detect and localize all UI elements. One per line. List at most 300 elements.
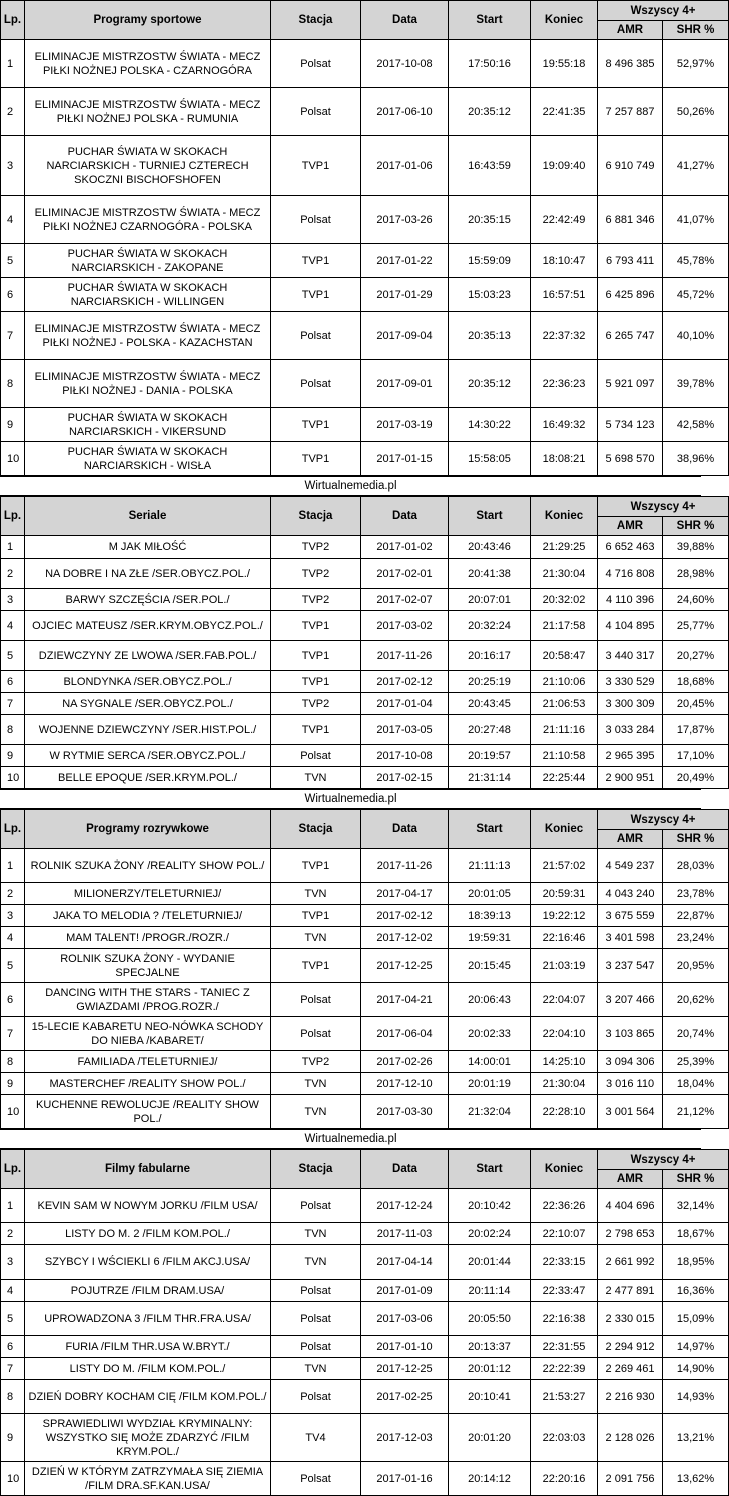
start-time-cell: 15:03:23	[449, 278, 531, 312]
start-time-cell: 15:58:05	[449, 442, 531, 476]
table-row	[1, 611, 729, 641]
end-time-cell: 20:32:02	[531, 589, 598, 611]
station-cell: Polsat	[271, 360, 361, 408]
header-group: Wszyscy 4+	[598, 497, 729, 517]
date-cell: 2017-06-04	[361, 1017, 449, 1051]
program-title-cell: W RYTMIE SERCA /SER.OBYCZ.POL./	[25, 745, 271, 767]
start-time-cell: 20:01:19	[449, 1073, 531, 1095]
program-title-cell: OJCIEC MATEUSZ /SER.KRYM.OBYCZ.POL./	[25, 611, 271, 641]
date-cell: 2017-02-15	[361, 767, 449, 789]
date-cell: 2017-12-24	[361, 1189, 449, 1223]
table-row	[1, 927, 729, 949]
station-cell: TVP1	[271, 905, 361, 927]
station-cell: TVP1	[271, 849, 361, 883]
program-title-cell: FURIA /FILM THR.USA W.BRYT./	[25, 1336, 271, 1358]
rank-cell: 1	[1, 40, 25, 88]
program-title-cell: BLONDYNKA /SER.OBYCZ.POL./	[25, 671, 271, 693]
rank-cell: 8	[1, 1051, 25, 1073]
header-amr: AMR	[598, 517, 663, 536]
date-cell: 2017-12-10	[361, 1073, 449, 1095]
program-title-cell: PUCHAR ŚWIATA W SKOKACH NARCIARSKICH - WISŁA	[25, 442, 271, 476]
start-time-cell: 20:10:42	[449, 1189, 531, 1223]
section-title: Programy sportowe	[25, 1, 271, 40]
table-row	[1, 40, 729, 88]
shr-cell: 52,97%	[663, 40, 729, 88]
date-cell: 2017-04-21	[361, 983, 449, 1017]
program-title-cell: UPROWADZONA 3 /FILM THR.FRA.USA/	[25, 1302, 271, 1336]
program-title-cell: ELIMINACJE MISTRZOSTW ŚWIATA - MECZ PIŁKI NOŻNEJ POLSKA - RUMUNIA	[25, 88, 271, 136]
shr-cell: 50,26%	[663, 88, 729, 136]
station-cell: TVP2	[271, 1051, 361, 1073]
header-data: Data	[361, 497, 449, 536]
station-cell: TVP1	[271, 641, 361, 671]
station-cell: Polsat	[271, 1462, 361, 1496]
shr-cell: 18,04%	[663, 1073, 729, 1095]
amr-cell: 3 330 529	[598, 671, 663, 693]
program-title-cell: POJUTRZE /FILM DRAM.USA/	[25, 1280, 271, 1302]
date-cell: 2017-11-03	[361, 1223, 449, 1245]
amr-cell: 3 033 284	[598, 715, 663, 745]
start-time-cell: 20:11:14	[449, 1280, 531, 1302]
start-time-cell: 20:35:13	[449, 312, 531, 360]
shr-cell: 18,95%	[663, 1245, 729, 1280]
program-title-cell: DANCING WITH THE STARS - TANIEC Z GWIAZDAMI /PROG.ROZR./	[25, 983, 271, 1017]
header-start: Start	[449, 1, 531, 40]
rank-cell: 5	[1, 1302, 25, 1336]
header-group: Wszyscy 4+	[598, 810, 729, 830]
date-cell: 2017-09-04	[361, 312, 449, 360]
table-row	[1, 589, 729, 611]
date-cell: 2017-01-16	[361, 1462, 449, 1496]
table-row	[1, 88, 729, 136]
date-cell: 2017-12-03	[361, 1414, 449, 1462]
table-row	[1, 1462, 729, 1496]
amr-cell: 3 401 598	[598, 927, 663, 949]
table-row	[1, 408, 729, 442]
date-cell: 2017-01-15	[361, 442, 449, 476]
end-time-cell: 22:16:46	[531, 927, 598, 949]
start-time-cell: 20:35:12	[449, 360, 531, 408]
header-stacja: Stacja	[271, 1150, 361, 1189]
start-time-cell: 20:01:20	[449, 1414, 531, 1462]
station-cell: TVP1	[271, 244, 361, 278]
amr-cell: 5 734 123	[598, 408, 663, 442]
ranking-table	[0, 1149, 729, 1496]
header-lp: Lp.	[1, 497, 25, 536]
rank-cell: 3	[1, 589, 25, 611]
date-cell: 2017-11-26	[361, 641, 449, 671]
shr-cell: 14,90%	[663, 1358, 729, 1380]
start-time-cell: 20:05:50	[449, 1302, 531, 1336]
amr-cell: 6 265 747	[598, 312, 663, 360]
start-time-cell: 15:59:09	[449, 244, 531, 278]
table-row	[1, 905, 729, 927]
rank-cell: 9	[1, 1073, 25, 1095]
header-lp: Lp.	[1, 1150, 25, 1189]
date-cell: 2017-01-10	[361, 1336, 449, 1358]
start-time-cell: 17:50:16	[449, 40, 531, 88]
date-cell: 2017-09-01	[361, 360, 449, 408]
end-time-cell: 16:57:51	[531, 278, 598, 312]
rank-cell: 8	[1, 1380, 25, 1414]
program-title-cell: PUCHAR ŚWIATA W SKOKACH NARCIARSKICH - ZAKOPANE	[25, 244, 271, 278]
station-cell: Polsat	[271, 1336, 361, 1358]
header-group: Wszyscy 4+	[598, 1, 729, 21]
table-row	[1, 1073, 729, 1095]
amr-cell: 3 016 110	[598, 1073, 663, 1095]
start-time-cell: 20:15:45	[449, 949, 531, 983]
station-cell: Polsat	[271, 745, 361, 767]
shr-cell: 13,62%	[663, 1462, 729, 1496]
shr-cell: 17,87%	[663, 715, 729, 745]
shr-cell: 40,10%	[663, 312, 729, 360]
amr-cell: 5 921 097	[598, 360, 663, 408]
program-title-cell: WOJENNE DZIEWCZYNY /SER.HIST.POL./	[25, 715, 271, 745]
header-lp: Lp.	[1, 810, 25, 849]
ranking-table	[0, 496, 729, 789]
amr-cell: 4 110 396	[598, 589, 663, 611]
header-shr: SHR %	[663, 830, 729, 849]
end-time-cell: 21:11:16	[531, 715, 598, 745]
rank-cell: 8	[1, 360, 25, 408]
program-title-cell: SZYBCY I WŚCIEKLI 6 /FILM AKCJ.USA/	[25, 1245, 271, 1280]
station-cell: TVP1	[271, 611, 361, 641]
end-time-cell: 18:10:47	[531, 244, 598, 278]
date-cell: 2017-10-08	[361, 40, 449, 88]
program-title-cell: ROLNIK SZUKA ŻONY /REALITY SHOW POL./	[25, 849, 271, 883]
table-row	[1, 1051, 729, 1073]
table-row	[1, 442, 729, 476]
start-time-cell: 20:35:15	[449, 196, 531, 244]
station-cell: TVP2	[271, 589, 361, 611]
table-row	[1, 136, 729, 196]
amr-cell: 3 207 466	[598, 983, 663, 1017]
date-cell: 2017-03-02	[361, 611, 449, 641]
end-time-cell: 20:58:47	[531, 641, 598, 671]
station-cell: TVN	[271, 927, 361, 949]
start-time-cell: 20:35:12	[449, 88, 531, 136]
end-time-cell: 21:29:25	[531, 536, 598, 559]
shr-cell: 21,12%	[663, 1095, 729, 1129]
program-title-cell: MAM TALENT! /PROGR./ROZR./	[25, 927, 271, 949]
rank-cell: 10	[1, 1095, 25, 1129]
program-title-cell: ELIMINACJE MISTRZOSTW ŚWIATA - MECZ PIŁKI NOŻNEJ POLSKA - CZARNOGÓRA	[25, 40, 271, 88]
date-cell: 2017-03-19	[361, 408, 449, 442]
station-cell: TVN	[271, 1358, 361, 1380]
amr-cell: 2 091 756	[598, 1462, 663, 1496]
shr-cell: 39,88%	[663, 536, 729, 559]
start-time-cell: 20:02:33	[449, 1017, 531, 1051]
table-row	[1, 1336, 729, 1358]
amr-cell: 8 496 385	[598, 40, 663, 88]
start-time-cell: 20:07:01	[449, 589, 531, 611]
end-time-cell: 21:30:04	[531, 559, 598, 589]
table-row	[1, 360, 729, 408]
shr-cell: 23,78%	[663, 883, 729, 905]
shr-cell: 38,96%	[663, 442, 729, 476]
date-cell: 2017-01-02	[361, 536, 449, 559]
table-row	[1, 983, 729, 1017]
table-row	[1, 1223, 729, 1245]
end-time-cell: 22:28:10	[531, 1095, 598, 1129]
rank-cell: 5	[1, 244, 25, 278]
header-data: Data	[361, 1150, 449, 1189]
start-time-cell: 21:31:14	[449, 767, 531, 789]
station-cell: Polsat	[271, 1189, 361, 1223]
rank-cell: 8	[1, 715, 25, 745]
program-title-cell: DZIEWCZYNY ZE LWOWA /SER.FAB.POL./	[25, 641, 271, 671]
program-title-cell: SPRAWIEDLIWI WYDZIAŁ KRYMINALNY: WSZYSTKO SIĘ MOŻE ZDARZYĆ /FILM KRYM.POL./	[25, 1414, 271, 1462]
amr-cell: 4 104 895	[598, 611, 663, 641]
station-cell: Polsat	[271, 1017, 361, 1051]
start-time-cell: 20:14:12	[449, 1462, 531, 1496]
table-row	[1, 1302, 729, 1336]
date-cell: 2017-12-02	[361, 927, 449, 949]
program-title-cell: LISTY DO M. /FILM KOM.POL./	[25, 1358, 271, 1380]
program-title-cell: KEVIN SAM W NOWYM JORKU /FILM USA/	[25, 1189, 271, 1223]
station-cell: TVP1	[271, 408, 361, 442]
table-row	[1, 671, 729, 693]
amr-cell: 6 910 749	[598, 136, 663, 196]
date-cell: 2017-12-25	[361, 1358, 449, 1380]
program-title-cell: KUCHENNE REWOLUCJE /REALITY SHOW POL./	[25, 1095, 271, 1129]
shr-cell: 24,60%	[663, 589, 729, 611]
station-cell: Polsat	[271, 983, 361, 1017]
table-row	[1, 1245, 729, 1280]
end-time-cell: 19:22:12	[531, 905, 598, 927]
end-time-cell: 20:59:31	[531, 883, 598, 905]
end-time-cell: 22:04:07	[531, 983, 598, 1017]
table-row	[1, 1095, 729, 1129]
table-row	[1, 949, 729, 983]
program-title-cell: ELIMINACJE MISTRZOSTW ŚWIATA - MECZ PIŁKI NOŻNEJ - DANIA - POLSKA	[25, 360, 271, 408]
amr-cell: 6 652 463	[598, 536, 663, 559]
rank-cell: 3	[1, 136, 25, 196]
amr-cell: 6 793 411	[598, 244, 663, 278]
shr-cell: 25,39%	[663, 1051, 729, 1073]
end-time-cell: 22:42:49	[531, 196, 598, 244]
header-start: Start	[449, 810, 531, 849]
amr-cell: 4 404 696	[598, 1189, 663, 1223]
start-time-cell: 20:43:45	[449, 693, 531, 715]
table-row	[1, 536, 729, 559]
rank-cell: 2	[1, 883, 25, 905]
rank-cell: 9	[1, 408, 25, 442]
amr-cell: 2 216 930	[598, 1380, 663, 1414]
header-data: Data	[361, 810, 449, 849]
amr-cell: 6 425 896	[598, 278, 663, 312]
station-cell: TVN	[271, 1223, 361, 1245]
date-cell: 2017-02-07	[361, 589, 449, 611]
date-cell: 2017-02-01	[361, 559, 449, 589]
section-title: Programy rozrywkowe	[25, 810, 271, 849]
header-shr: SHR %	[663, 21, 729, 40]
program-title-cell: DZIEŃ DOBRY KOCHAM CIĘ /FILM KOM.POL./	[25, 1380, 271, 1414]
program-title-cell: PUCHAR ŚWIATA W SKOKACH NARCIARSKICH - TURNIEJ CZTERECH SKOCZNI BISCHOFSHOFEN	[25, 136, 271, 196]
start-time-cell: 19:59:31	[449, 927, 531, 949]
date-cell: 2017-01-22	[361, 244, 449, 278]
shr-cell: 20,62%	[663, 983, 729, 1017]
amr-cell: 3 237 547	[598, 949, 663, 983]
shr-cell: 28,03%	[663, 849, 729, 883]
date-cell: 2017-01-04	[361, 693, 449, 715]
end-time-cell: 22:33:47	[531, 1280, 598, 1302]
end-time-cell: 22:33:15	[531, 1245, 598, 1280]
rank-cell: 4	[1, 611, 25, 641]
end-time-cell: 21:06:53	[531, 693, 598, 715]
end-time-cell: 21:30:04	[531, 1073, 598, 1095]
start-time-cell: 20:16:17	[449, 641, 531, 671]
header-amr: AMR	[598, 830, 663, 849]
date-cell: 2017-02-25	[361, 1380, 449, 1414]
end-time-cell: 22:20:16	[531, 1462, 598, 1496]
shr-cell: 23,24%	[663, 927, 729, 949]
station-cell: TVN	[271, 883, 361, 905]
end-time-cell: 21:17:58	[531, 611, 598, 641]
end-time-cell: 22:16:38	[531, 1302, 598, 1336]
amr-cell: 2 661 992	[598, 1245, 663, 1280]
station-cell: Polsat	[271, 1302, 361, 1336]
station-cell: TVP1	[271, 442, 361, 476]
rank-cell: 3	[1, 1245, 25, 1280]
table-row	[1, 1189, 729, 1223]
start-time-cell: 20:06:43	[449, 983, 531, 1017]
shr-cell: 20,27%	[663, 641, 729, 671]
station-cell: TVP1	[271, 949, 361, 983]
start-time-cell: 16:43:59	[449, 136, 531, 196]
shr-cell: 18,68%	[663, 671, 729, 693]
table-row	[1, 641, 729, 671]
station-cell: TV4	[271, 1414, 361, 1462]
program-title-cell: MILIONERZY/TELETURNIEJ/	[25, 883, 271, 905]
start-time-cell: 20:41:38	[449, 559, 531, 589]
table-row	[1, 715, 729, 745]
header-koniec: Koniec	[531, 1, 598, 40]
rank-cell: 7	[1, 1017, 25, 1051]
amr-cell: 3 440 317	[598, 641, 663, 671]
program-title-cell: ELIMINACJE MISTRZOSTW ŚWIATA - MECZ PIŁKI NOŻNEJ CZARNOGÓRA - POLSKA	[25, 196, 271, 244]
rank-cell: 2	[1, 1223, 25, 1245]
start-time-cell: 20:01:05	[449, 883, 531, 905]
shr-cell: 42,58%	[663, 408, 729, 442]
program-title-cell: M JAK MIŁOŚĆ	[25, 536, 271, 559]
amr-cell: 3 094 306	[598, 1051, 663, 1073]
date-cell: 2017-04-17	[361, 883, 449, 905]
shr-cell: 14,97%	[663, 1336, 729, 1358]
shr-cell: 45,78%	[663, 244, 729, 278]
header-stacja: Stacja	[271, 1, 361, 40]
date-cell: 2017-01-09	[361, 1280, 449, 1302]
table-row	[1, 1358, 729, 1380]
shr-cell: 13,21%	[663, 1414, 729, 1462]
program-title-cell: JAKA TO MELODIA ? /TELETURNIEJ/	[25, 905, 271, 927]
start-time-cell: 20:19:57	[449, 745, 531, 767]
amr-cell: 3 001 564	[598, 1095, 663, 1129]
rank-cell: 1	[1, 849, 25, 883]
end-time-cell: 22:25:44	[531, 767, 598, 789]
program-title-cell: BELLE EPOQUE /SER.KRYM.POL./	[25, 767, 271, 789]
program-title-cell: PUCHAR ŚWIATA W SKOKACH NARCIARSKICH - WILLINGEN	[25, 278, 271, 312]
header-koniec: Koniec	[531, 497, 598, 536]
end-time-cell: 22:03:03	[531, 1414, 598, 1462]
shr-cell: 32,14%	[663, 1189, 729, 1223]
end-time-cell: 22:36:23	[531, 360, 598, 408]
station-cell: TVN	[271, 1095, 361, 1129]
source-label: Wirtualnemedia.pl	[0, 1129, 701, 1149]
shr-cell: 16,36%	[663, 1280, 729, 1302]
station-cell: Polsat	[271, 40, 361, 88]
rank-cell: 1	[1, 536, 25, 559]
header-shr: SHR %	[663, 517, 729, 536]
program-title-cell: MASTERCHEF /REALITY SHOW POL./	[25, 1073, 271, 1095]
program-title-cell: FAMILIADA /TELETURNIEJ/	[25, 1051, 271, 1073]
rank-cell: 7	[1, 312, 25, 360]
shr-cell: 20,95%	[663, 949, 729, 983]
source-label: Wirtualnemedia.pl	[0, 789, 701, 809]
program-title-cell: 15-LECIE KABARETU NEO-NÓWKA SCHODY DO NIEBA /KABARET/	[25, 1017, 271, 1051]
header-shr: SHR %	[663, 1170, 729, 1189]
shr-cell: 18,67%	[663, 1223, 729, 1245]
station-cell: TVP1	[271, 671, 361, 693]
start-time-cell: 14:30:22	[449, 408, 531, 442]
table-row	[1, 244, 729, 278]
rank-cell: 1	[1, 1189, 25, 1223]
station-cell: TVP1	[271, 278, 361, 312]
rank-cell: 4	[1, 196, 25, 244]
station-cell: Polsat	[271, 88, 361, 136]
program-title-cell: NA SYGNALE /SER.OBYCZ.POL./	[25, 693, 271, 715]
shr-cell: 39,78%	[663, 360, 729, 408]
date-cell: 2017-02-26	[361, 1051, 449, 1073]
header-group: Wszyscy 4+	[598, 1150, 729, 1170]
shr-cell: 20,74%	[663, 1017, 729, 1051]
header-koniec: Koniec	[531, 1150, 598, 1189]
rank-cell: 7	[1, 1358, 25, 1380]
table-row	[1, 278, 729, 312]
table-row	[1, 1414, 729, 1462]
date-cell: 2017-01-06	[361, 136, 449, 196]
table-row	[1, 1017, 729, 1051]
header-start: Start	[449, 497, 531, 536]
end-time-cell: 21:03:19	[531, 949, 598, 983]
ranking-table	[0, 0, 729, 476]
amr-cell: 4 043 240	[598, 883, 663, 905]
header-koniec: Koniec	[531, 810, 598, 849]
start-time-cell: 21:11:13	[449, 849, 531, 883]
station-cell: Polsat	[271, 196, 361, 244]
amr-cell: 2 294 912	[598, 1336, 663, 1358]
start-time-cell: 18:39:13	[449, 905, 531, 927]
start-time-cell: 20:01:12	[449, 1358, 531, 1380]
station-cell: TVP1	[271, 715, 361, 745]
start-time-cell: 21:32:04	[449, 1095, 531, 1129]
rank-cell: 10	[1, 767, 25, 789]
header-amr: AMR	[598, 1170, 663, 1189]
start-time-cell: 20:13:37	[449, 1336, 531, 1358]
rank-cell: 7	[1, 693, 25, 715]
amr-cell: 4 716 808	[598, 559, 663, 589]
program-title-cell: PUCHAR ŚWIATA W SKOKACH NARCIARSKICH - VIKERSUND	[25, 408, 271, 442]
shr-cell: 22,87%	[663, 905, 729, 927]
station-cell: Polsat	[271, 312, 361, 360]
station-cell: TVP2	[271, 536, 361, 559]
station-cell: TVP2	[271, 559, 361, 589]
end-time-cell: 22:37:32	[531, 312, 598, 360]
rank-cell: 6	[1, 671, 25, 693]
date-cell: 2017-10-08	[361, 745, 449, 767]
amr-cell: 3 675 559	[598, 905, 663, 927]
section-title: Filmy fabularne	[25, 1150, 271, 1189]
